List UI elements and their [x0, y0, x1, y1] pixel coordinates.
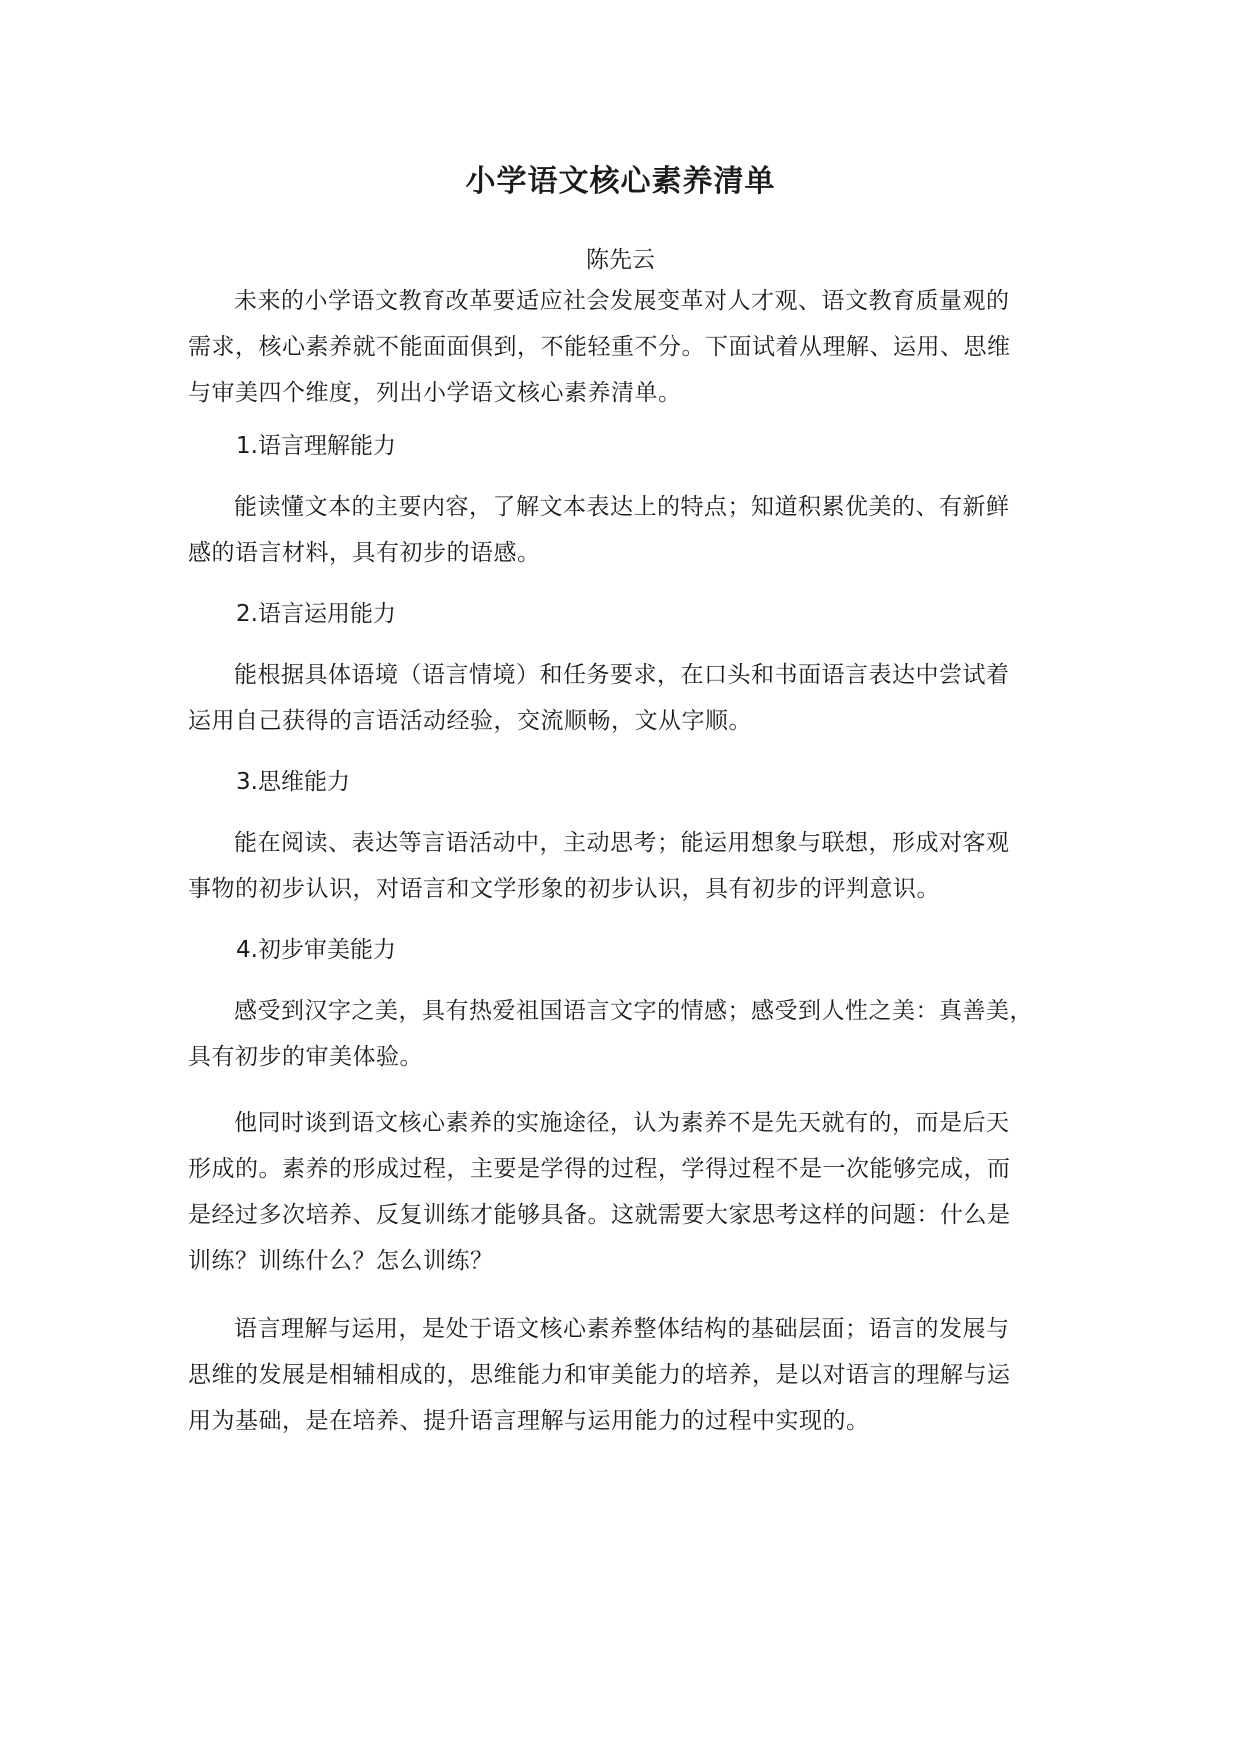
text-line: 形成的。素养的形成过程，主要是学得的过程，学得过程不是一次能够完成，而	[188, 1156, 1011, 1182]
text-line: 运用自己获得的言语活动经验，交流顺畅，文从字顺。	[188, 708, 752, 734]
document-author: 陈先云	[586, 247, 655, 273]
section-heading: 4.初步审美能力	[236, 937, 396, 963]
text-line: 他同时谈到语文核心素养的实施途径，认为素养不是先天就有的，而是后天	[234, 1110, 1010, 1136]
text-line: 能根据具体语境（语言情境）和任务要求，在口头和书面语言表达中尝试着	[234, 662, 1010, 688]
text-line: 需求，核心素养就不能面面俱到，不能轻重不分。下面试着从理解、运用、思维	[188, 334, 1011, 360]
intro-paragraph	[188, 278, 1068, 416]
text-line: 感受到汉字之美，具有热爱祖国语言文字的情感；感受到人性之美：真善美，	[234, 998, 1033, 1024]
section-body	[188, 652, 1068, 744]
text-line: 训练？训练什么？怎么训练？	[188, 1248, 494, 1274]
section-heading: 2.语言运用能力	[236, 601, 396, 627]
section-heading: 3.思维能力	[236, 769, 350, 795]
text-line: 未来的小学语文教育改革要适应社会发展变革对人才观、语文教育质量观的	[234, 288, 1010, 314]
text-line: 是经过多次培养、反复训练才能够具备。这就需要大家思考这样的问题：什么是	[188, 1202, 1011, 1228]
closing-paragraph	[188, 1306, 1068, 1444]
document-title: 小学语文核心素养清单	[465, 164, 776, 199]
section-body	[188, 484, 1068, 576]
text-line: 用为基础，是在培养、提升语言理解与运用能力的过程中实现的。	[188, 1408, 870, 1434]
text-line: 具有初步的审美体验。	[188, 1044, 423, 1070]
section-body	[188, 988, 1068, 1080]
text-line: 感的语言材料，具有初步的语感。	[188, 540, 541, 566]
text-line: 事物的初步认识，对语言和文学形象的初步认识，具有初步的评判意识。	[188, 876, 940, 902]
text-line: 语言理解与运用，是处于语文核心素养整体结构的基础层面；语言的发展与	[234, 1316, 1010, 1342]
closing-paragraph	[188, 1100, 1068, 1284]
text-line: 与审美四个维度，列出小学语文核心素养清单。	[188, 380, 682, 406]
text-line: 能读懂文本的主要内容，了解文本表达上的特点；知道积累优美的、有新鲜	[234, 494, 1010, 520]
text-line: 思维的发展是相辅相成的，思维能力和审美能力的培养，是以对语言的理解与运	[188, 1362, 1011, 1388]
section-body	[188, 820, 1068, 912]
text-line: 能在阅读、表达等言语活动中，主动思考；能运用想象与联想，形成对客观	[234, 830, 1010, 856]
section-heading: 1.语言理解能力	[236, 433, 396, 459]
